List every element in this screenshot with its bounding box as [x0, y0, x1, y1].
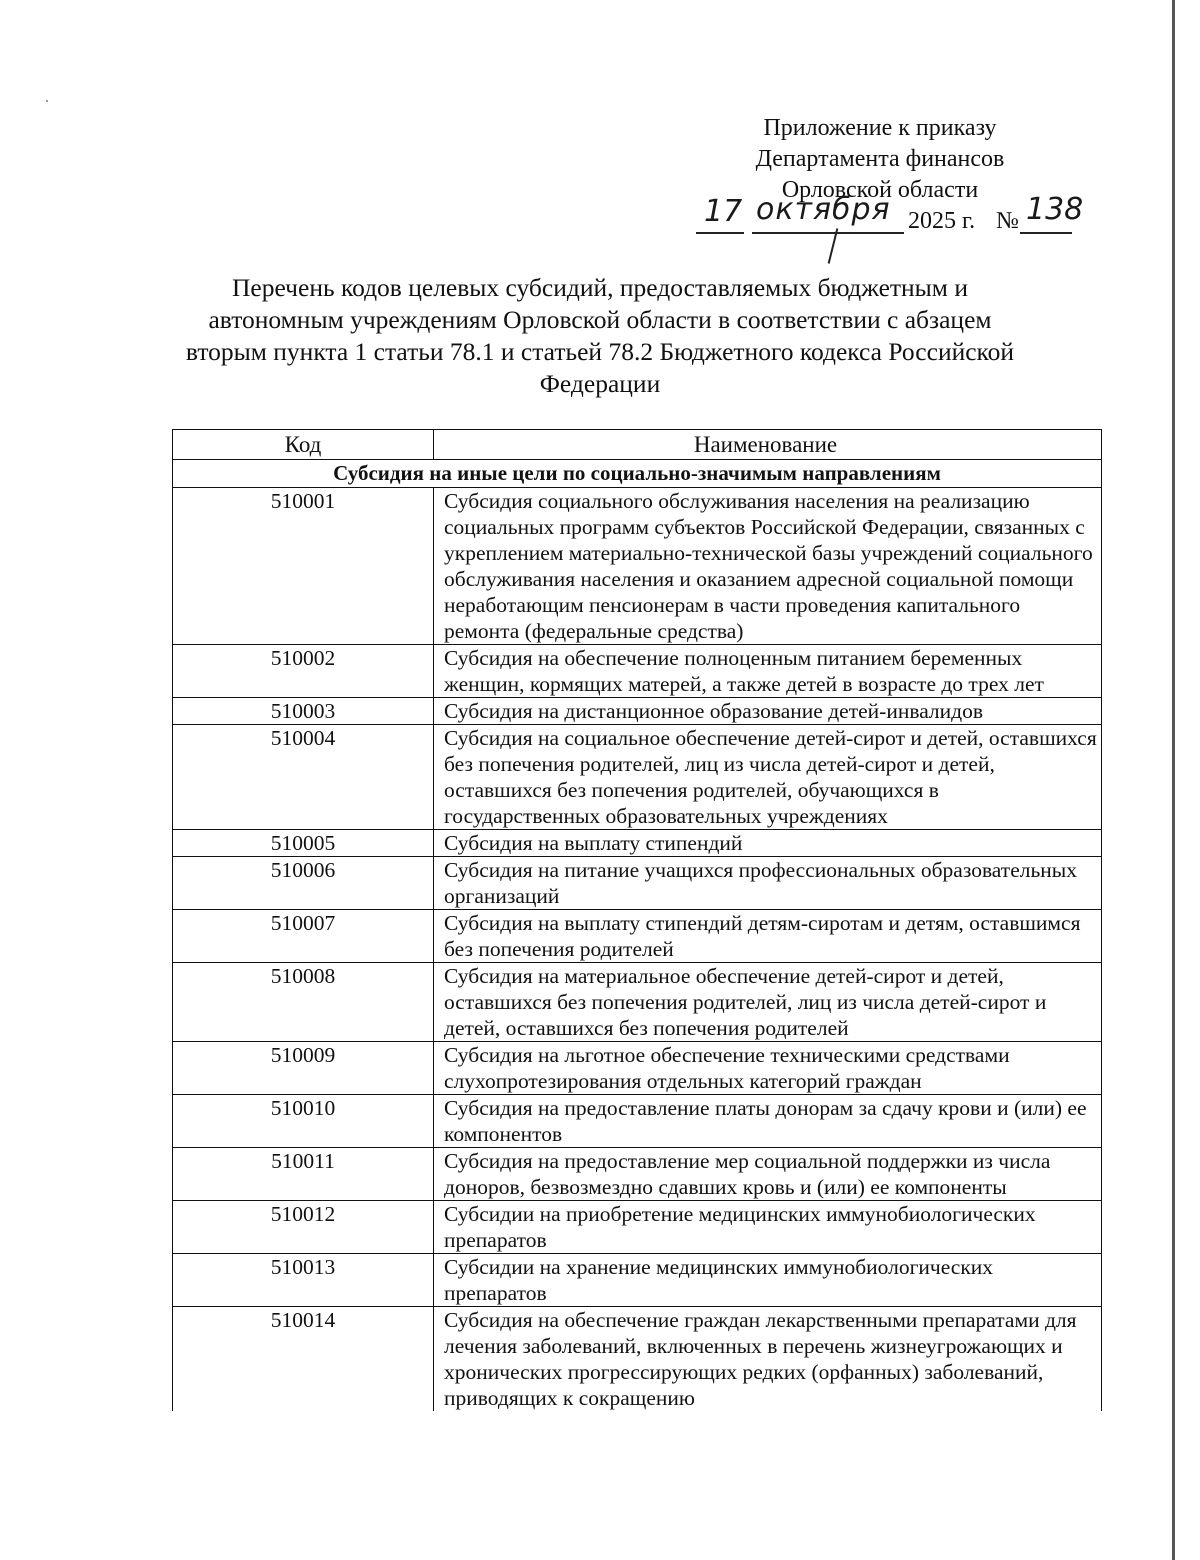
table-row	[173, 488, 1102, 645]
table-row	[173, 963, 1102, 1042]
scan-edge-line	[1172, 0, 1175, 1560]
table-row	[173, 1095, 1102, 1148]
row-code: 510011	[173, 1148, 434, 1201]
table-row	[173, 698, 1102, 725]
header-name: Наименование	[434, 430, 1102, 460]
row-name: Субсидия на питание учащихся профессиональных образовательных организаций	[434, 857, 1102, 910]
table-header-row	[173, 430, 1102, 460]
row-name: Субсидия на выплату стипендий детям-сиротам и детям, оставшимся без попечения родителей	[434, 910, 1102, 963]
row-code: 510013	[173, 1254, 434, 1307]
row-name: Субсидия на выплату стипендий	[434, 830, 1102, 857]
table-row	[173, 830, 1102, 857]
row-code: 510001	[173, 488, 434, 645]
number-underline	[1020, 232, 1072, 234]
row-name: Субсидия на льготное обеспечение техническими средствами слухопротезирования отдельных категорий граждан	[434, 1042, 1102, 1095]
row-code: 510012	[173, 1201, 434, 1254]
row-code: 510006	[173, 857, 434, 910]
title-line-2: автономным учреждениям Орловской области в соответствии с абзацем	[208, 305, 992, 334]
handwritten-number: 138	[1026, 192, 1084, 227]
row-code: 510004	[173, 725, 434, 830]
table-row	[173, 645, 1102, 698]
section-title: Субсидия на иные цели по социально-значимым направлениям	[173, 460, 1102, 488]
table-row	[173, 1042, 1102, 1095]
row-code: 510003	[173, 698, 434, 725]
row-name: Субсидия на предоставление платы донорам за сдачу крови и (или) ее компонентов	[434, 1095, 1102, 1148]
row-name: Субсидии на хранение медицинских иммунобиологических препаратов	[434, 1254, 1102, 1307]
row-code: 510014	[173, 1307, 434, 1412]
table-row	[173, 725, 1102, 830]
table-row	[173, 1254, 1102, 1307]
row-code: 510005	[173, 830, 434, 857]
order-date-line	[696, 192, 1096, 238]
table-row	[173, 857, 1102, 910]
row-code: 510002	[173, 645, 434, 698]
row-code: 510007	[173, 910, 434, 963]
appendix-line-2: Департамента финансов	[755, 146, 1005, 172]
title-line-1: Перечень кодов целевых субсидий, предоставляемых бюджетным и	[232, 273, 968, 302]
scan-speck	[46, 100, 48, 102]
row-name: Субсидия на обеспечение полноценным питанием беременных женщин, кормящих матерей, а также детей в возрасте до трех лет	[434, 645, 1102, 698]
row-name: Субсидия на материальное обеспечение детей-сирот и детей, оставшихся без попечения родителей, лиц из числа детей-сирот и детей, оставшихся без попечения родителей	[434, 963, 1102, 1042]
title-line-3: вторым пункта 1 статьи 78.1 и статьей 78.2 Бюджетного кодекса Российской	[185, 337, 1015, 366]
row-name: Субсидии на приобретение медицинских иммунобиологических препаратов	[434, 1201, 1102, 1254]
appendix-line-3: Орловской области	[781, 177, 979, 203]
row-name: Субсидия социального обслуживания населения на реализацию социальных программ субъектов Российской Федерации, связанных с укреплением материально-технической базы учреждений социального обслуживания населения и оказанием адресной социальной помощи неработающим пенсионерам в части проведения капитального ремонта (федеральные средства)	[434, 488, 1102, 645]
row-code: 510009	[173, 1042, 434, 1095]
row-name: Субсидия на социальное обеспечение детей-сирот и детей, оставшихся без попечения родителей, лиц из числа детей-сирот и детей, оставшихся без попечения родителей, обучающихся в государственных образовательных учреждениях	[434, 725, 1102, 830]
row-name: Субсидия на обеспечение граждан лекарственными препаратами для лечения заболеваний, включенных в перечень жизнеугрожающих и хронических прогрессирующих редких (орфанных) заболеваний, приводящих к сокращению	[434, 1307, 1102, 1412]
title-line-4: Федерации	[539, 369, 661, 398]
handwritten-day: 17	[704, 194, 743, 229]
row-name: Субсидия на предоставление мер социальной поддержки из числа доноров, безвозмездно сдавших кровь и (или) ее компоненты	[434, 1148, 1102, 1201]
table-row	[173, 910, 1102, 963]
section-row	[173, 460, 1102, 488]
row-code: 510008	[173, 963, 434, 1042]
header-code: Код	[173, 430, 434, 460]
day-underline	[696, 232, 744, 234]
table-row	[173, 1148, 1102, 1201]
appendix-line-1: Приложение к приказу	[763, 115, 997, 141]
row-name: Субсидия на дистанционное образование детей-инвалидов	[434, 698, 1102, 725]
year-text: 2025 г.	[908, 208, 976, 234]
month-underline	[752, 232, 904, 234]
table-row	[173, 1307, 1102, 1412]
document-title	[150, 272, 1050, 400]
handwritten-month: октября	[756, 192, 891, 227]
row-code: 510010	[173, 1095, 434, 1148]
subsidy-codes-table	[172, 429, 1102, 1411]
table-row	[173, 1201, 1102, 1254]
number-sign: №	[996, 208, 1019, 234]
